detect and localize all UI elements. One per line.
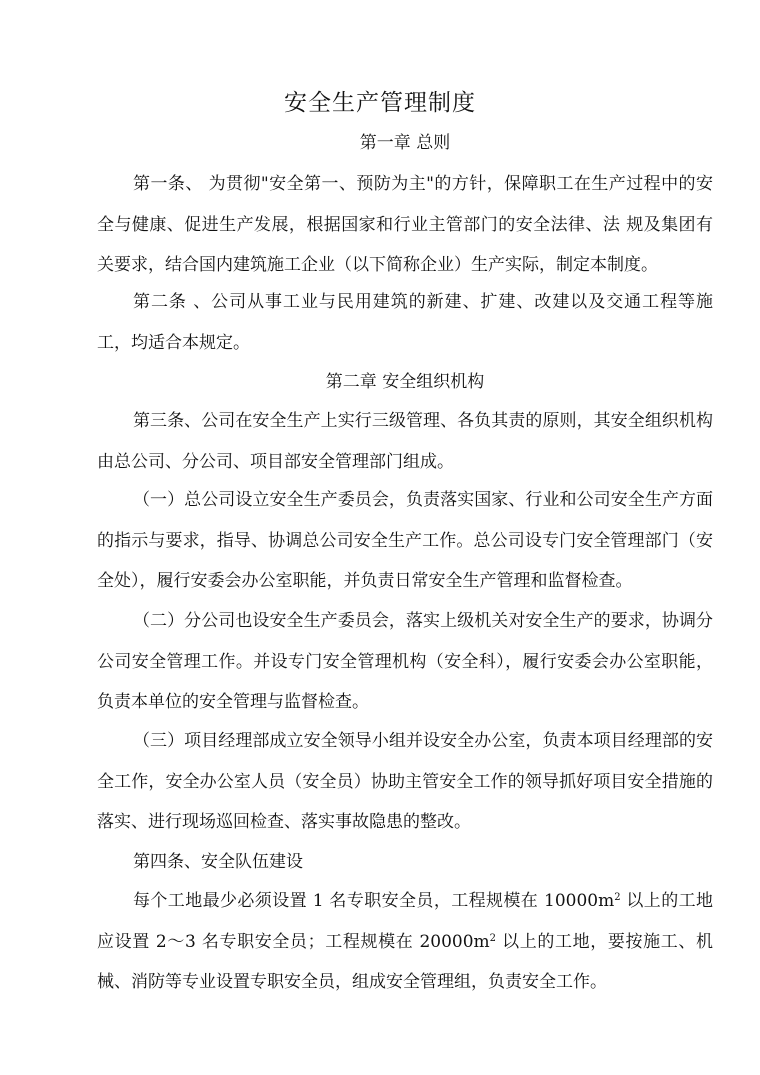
article-4-text-part-b: 以上的工地应设置 2～3 名专职安全员；工程规模在 20000m <box>97 891 713 952</box>
document-title: 安全生产管理制度 <box>284 90 476 116</box>
article-2: 第二条 、公司从事工业与民用建筑的新建、扩建、改建以及交通工程等施工，均适合本规定。 <box>97 292 713 353</box>
article-3-item-3: （三）项目经理部成立安全领导小组并设安全办公室，负责本项目经理部的安全工作，安全办公室人员（安全员）协助主管安全工作的领导抓好项目安全措施的落实、进行现场巡回检查、落实事故隐患的整改。 <box>97 731 713 832</box>
article-3-item-2: （二）分公司也设安全生产委员会，落实上级机关对安全生产的要求，协调分公司安全管理工作。并设专门安全管理机构（安全科），履行安委会办公室职能，负责本单位的安全管理与监督检查。 <box>97 611 713 712</box>
article-3-item-1: （一）总公司设立安全生产委员会，负责落实国家、行业和公司安全生产方面的指示与要求，指导、协调总公司安全生产工作。总公司设专门安全管理部门（安全处），履行安委会办公室职能，并负责日常安全生产管理和监督检查。 <box>97 490 713 591</box>
article-4-text-part-c: 以上的工地，要按施工、机械、消防等专业设置专职安全员，组成安全管理组，负责安全工作。 <box>97 931 713 992</box>
article-4-text-part-a: 每个工地最少必须设置 1 名专职安全员，工程规模在 10000m <box>133 891 615 911</box>
chapter-1-heading: 第一章 总则 <box>359 133 451 153</box>
article-4-text <box>97 881 713 1003</box>
article-1: 第一条、 为贯彻"安全第一、预防为主"的方针，保障职工在生产过程中的安全与健康、促进生产发展，根据国家和行业主管部门的安全法律、法 规及集团有关要求，结合国内建筑施工企业（以下简称企业）生产实际，制定本制度。 <box>97 174 713 275</box>
superscript-squared: 2 <box>614 892 621 903</box>
article-4-heading: 第四条、安全队伍建设 <box>133 852 303 872</box>
chapter-2-heading: 第二章 安全组织机构 <box>325 372 485 392</box>
superscript-squared: 2 <box>489 932 497 944</box>
article-3: 第三条、公司在安全生产上实行三级管理、各负其责的原则，其安全组织机构由总公司、分公司、项目部安全管理部门组成。 <box>97 411 713 472</box>
